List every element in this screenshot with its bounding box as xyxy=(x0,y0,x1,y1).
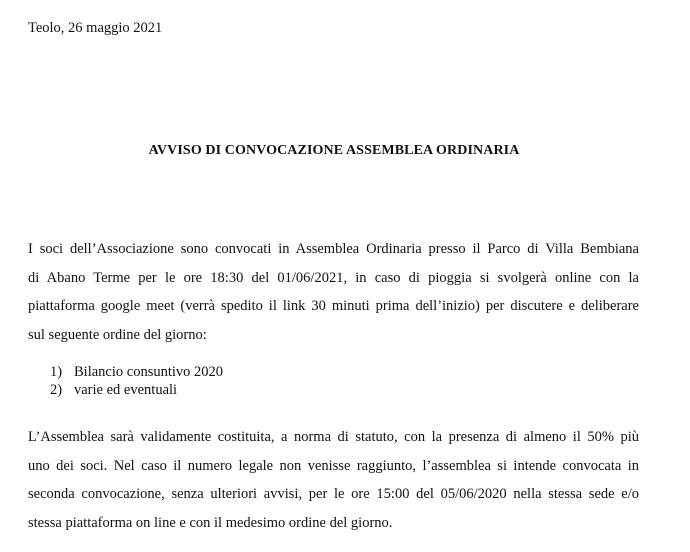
paragraph-line: sul seguente ordine del giorno: xyxy=(28,326,207,343)
paragraph-line: seconda convocazione, senza ulteriori avvisi, per le ore 15:00 del 05/06/2020 nella stessa sede e/o xyxy=(28,486,639,502)
paragraph-convocation xyxy=(28,235,639,349)
agenda-item-text: Bilancio consuntivo 2020 xyxy=(74,364,224,380)
agenda-item-number: 1) xyxy=(50,364,63,380)
date-line: Teolo, 26 maggio 2021 xyxy=(28,20,163,36)
paragraph-line: piattaforma google meet (verrà spedito il link 30 minuti prima dell’inizio) per discutere e deliberare xyxy=(28,298,639,314)
paragraph-line: di Abano Terme per le ore 18:30 del 01/06/2021, in caso di pioggia si svolgerà online con la xyxy=(28,269,639,286)
agenda-list xyxy=(50,364,223,399)
paragraph-line: stessa piattaforma on line e con il medesimo ordine del giorno. xyxy=(28,514,393,531)
agenda-item-text: varie ed eventuali xyxy=(74,381,178,398)
agenda-item xyxy=(50,382,223,400)
paragraph-quorum xyxy=(28,423,639,537)
paragraph-line: I soci dell’Associazione sono convocati in Assemblea Ordinaria presso il Parco di Villa Bembiana xyxy=(28,241,639,257)
agenda-item-number: 2) xyxy=(50,381,63,398)
agenda-item xyxy=(50,364,223,382)
paragraph-line: L’Assemblea sarà validamente costituita, a norma di statuto, con la presenza di almeno il 50% più xyxy=(28,429,639,445)
document-title: AVVISO DI CONVOCAZIONE ASSEMBLEA ORDINARIA xyxy=(148,143,520,158)
paragraph-line: uno dei soci. Nel caso il numero legale non venisse raggiunto, l’assemblea si intende convocata in xyxy=(28,457,639,474)
